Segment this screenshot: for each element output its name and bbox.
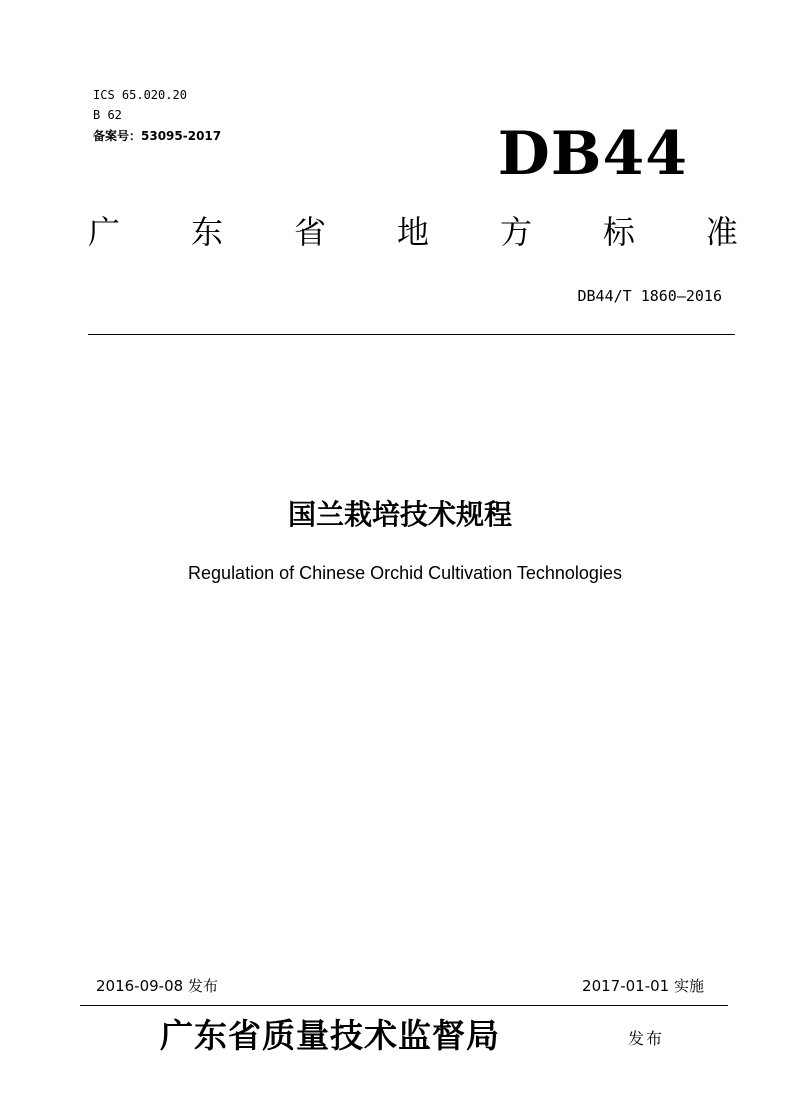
publish-date: 2016-09-08 发布 <box>96 977 218 995</box>
issuer-name: 广东省质量技术监督局 <box>160 1016 500 1055</box>
document-title: 国兰栽培技术规程 <box>287 498 512 531</box>
standard-type-char: 广 <box>88 213 121 251</box>
effective-date: 2017-01-01 实施 <box>582 977 704 995</box>
record-number: 备案号：53095-2017 <box>93 129 222 143</box>
ics-code: ICS 65.020.20 <box>93 88 187 102</box>
standard-type-char: 标 <box>602 213 635 251</box>
standard-type-char: 准 <box>705 213 738 251</box>
standard-code: DB44/T 1860—2016 <box>577 287 722 305</box>
standard-type-char: 省 <box>293 213 326 251</box>
standard-badge: DB44 <box>497 119 688 189</box>
footer-divider <box>80 1005 728 1006</box>
standard-type-title <box>88 210 738 254</box>
issuer-suffix: 发布 <box>628 1029 665 1048</box>
standard-type-char: 东 <box>190 213 223 251</box>
header-divider <box>88 334 735 335</box>
ccs-code: B 62 <box>93 108 122 122</box>
standard-type-char: 方 <box>499 213 532 251</box>
document-subtitle: Regulation of Chinese Orchid Cultivation Technologies <box>188 563 622 583</box>
standard-type-char: 地 <box>396 213 429 251</box>
